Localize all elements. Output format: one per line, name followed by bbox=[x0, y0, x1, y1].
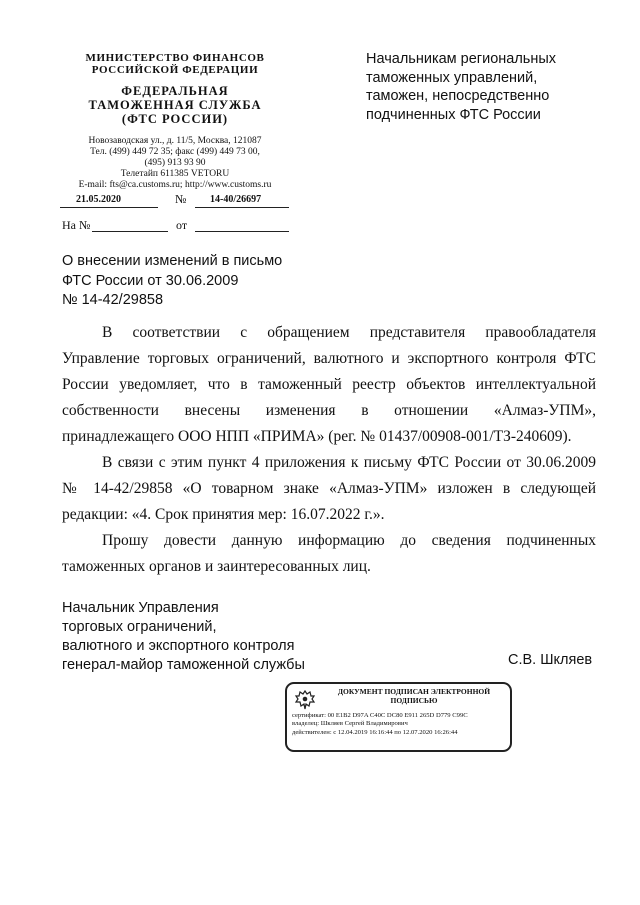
agency-teletype: Телетайп 611385 VETORU bbox=[120, 169, 230, 179]
body-paragraph-2: В связи с этим пункт 4 приложения к письму ФТС России от 30.06.2009 № 14-42/29858 «О товарном знаке «Алмаз-УПМ» изложен в следующей редакции: «4. Срок принятия мер: 16.07.2022 г.». bbox=[62, 454, 596, 523]
agency-line-3: (ФТС РОССИИ) bbox=[121, 112, 229, 126]
agency-contacts bbox=[50, 136, 300, 191]
agency-phone-1: Тел. (499) 449 72 35; факс (499) 449 73 00, bbox=[90, 147, 260, 157]
incoming-number-line bbox=[92, 231, 168, 232]
signatory-line-2: торговых ограничений, bbox=[62, 619, 217, 635]
agency-line-1: ФЕДЕРАЛЬНАЯ bbox=[121, 84, 229, 98]
addressee-line-2: таможенных управлений, bbox=[366, 69, 538, 86]
agency-address: Новозаводская ул., д. 11/5, Москва, 121087 bbox=[88, 136, 262, 146]
stamp-validity: действителен: с 12.04.2019 16:16:44 по 12.07.2020 16:26:44 bbox=[292, 728, 458, 736]
document-number: 14-40/26697 bbox=[210, 194, 262, 205]
electronic-signature-stamp bbox=[285, 682, 512, 752]
subject-line-1: О внесении изменений в письмо bbox=[62, 253, 283, 269]
addressee bbox=[366, 50, 606, 124]
incoming-date-label: от bbox=[176, 218, 188, 232]
stamp-title-line-1: ДОКУМЕНТ ПОДПИСАН ЭЛЕКТРОННОЙ bbox=[337, 687, 491, 696]
incoming-number-label: На № bbox=[62, 218, 91, 232]
stamp-owner: владелец: Шкляев Сергей Владимирович bbox=[292, 720, 408, 728]
document-date: 21.05.2020 bbox=[76, 194, 121, 205]
ministry-name bbox=[50, 52, 300, 76]
ministry-line-2: РОССИЙСКОЙ ФЕДЕРАЦИИ bbox=[91, 64, 259, 76]
body-paragraph-3: Прошу довести данную информацию до сведения подчиненных таможенных органов и заинтересованных лиц. bbox=[62, 532, 596, 575]
stamp-certificate: сертификат: 00 E1B2 D97A C40C DC80 E911 265D D779 C99C bbox=[292, 712, 468, 719]
subject-line-3: № 14-42/29858 bbox=[62, 292, 164, 308]
eagle-emblem-icon bbox=[293, 688, 317, 712]
stamp-title bbox=[321, 687, 507, 705]
signatory-line-1: Начальник Управления bbox=[62, 600, 219, 616]
agency-name bbox=[50, 84, 300, 126]
incoming-date-line bbox=[195, 231, 289, 232]
addressee-line-1: Начальникам региональных bbox=[366, 51, 557, 67]
agency-phone-2: (495) 913 93 90 bbox=[144, 158, 206, 168]
signatory-title bbox=[62, 599, 322, 675]
addressee-line-4: подчиненных ФТС России bbox=[366, 106, 541, 123]
addressee-line-3: таможен, непосредственно bbox=[366, 88, 550, 104]
agency-line-2: ТАМОЖЕННАЯ СЛУЖБА bbox=[88, 98, 262, 112]
signatory-line-3: валютного и экспортного контроля bbox=[62, 638, 295, 654]
subject-line-2: ФТС России от 30.06.2009 bbox=[62, 272, 239, 289]
agency-email: E-mail: fts@ca.customs.ru; http://www.customs.ru bbox=[78, 180, 272, 190]
signatory-line-4: генерал-майор таможенной службы bbox=[62, 657, 305, 673]
signer-name: С.В. Шкляев bbox=[508, 652, 593, 668]
body-paragraph-1: В соответствии с обращением представителя правообладателя Управление торговых ограничений, валютного и экспортного контроля ФТС России уведомляет, что в таможенный реестр объектов интеллектуальной собственности внесены изменения в отношении «Алмаз-УПМ», принадлежащего ООО НПП «ПРИМА» (рег. № 01437/00908-001/ТЗ-240609). bbox=[62, 324, 596, 445]
letter-body bbox=[62, 320, 596, 580]
letterhead bbox=[50, 52, 300, 191]
stamp-title-line-2: ПОДПИСЬЮ bbox=[390, 696, 438, 705]
number-sign: № bbox=[175, 192, 187, 206]
number-underline bbox=[195, 207, 289, 208]
date-underline bbox=[60, 207, 158, 208]
stamp-details bbox=[292, 712, 510, 737]
ministry-line-1: МИНИСТЕРСТВО ФИНАНСОВ bbox=[85, 52, 265, 64]
letter-subject bbox=[62, 252, 342, 311]
